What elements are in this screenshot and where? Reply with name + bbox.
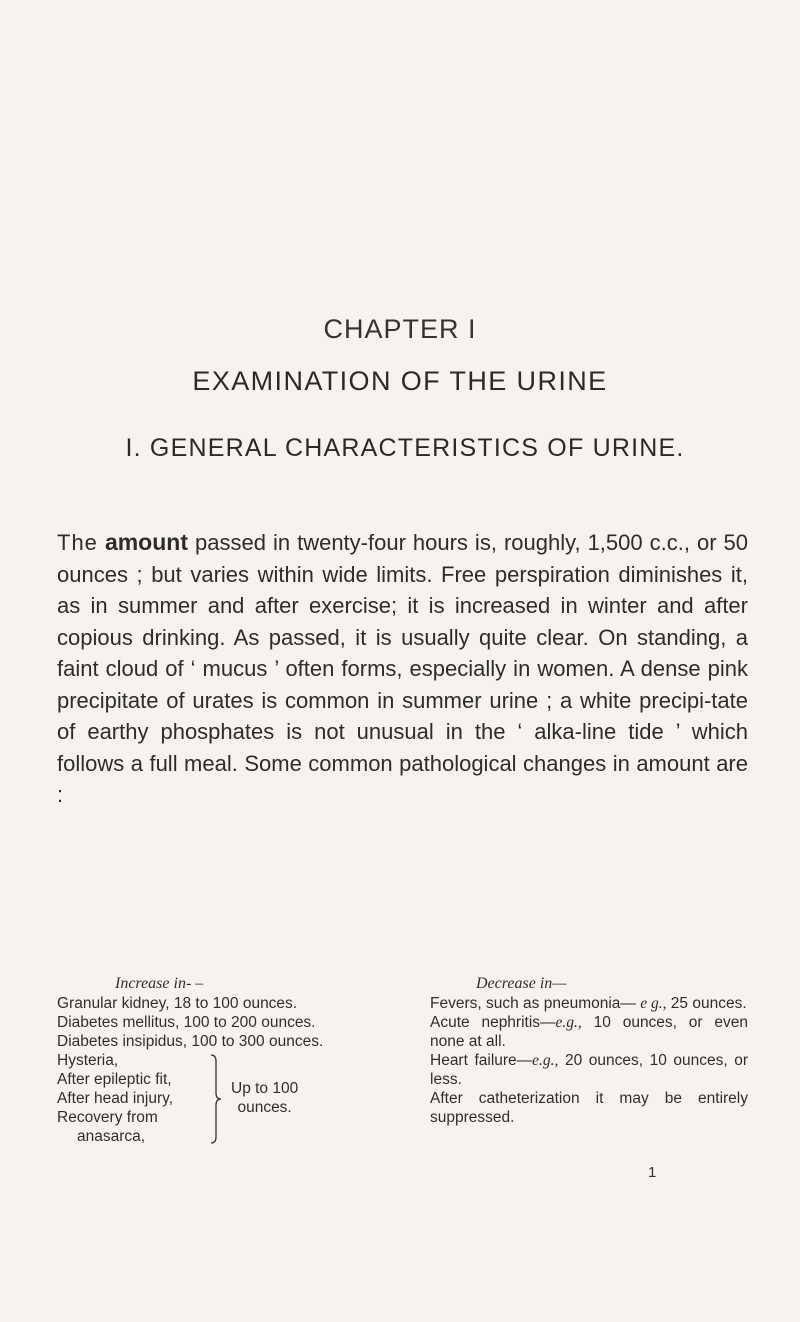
decrease-entry [430, 1051, 748, 1089]
decrease-heading: Decrease in— [476, 975, 567, 992]
decrease-entry [430, 994, 748, 1013]
decrease-column [430, 974, 748, 1127]
entry-amount: 10 ounces, or even none at all. [430, 1014, 749, 1050]
increase-group [57, 1051, 353, 1146]
group-value-line: Up to 100 [231, 1080, 299, 1097]
entry-eg: e.g., [555, 1014, 582, 1031]
group-item: Recovery from [57, 1109, 158, 1126]
entry-eg: e g., [640, 995, 667, 1012]
curly-brace [209, 1053, 223, 1145]
decrease-entry [430, 1013, 748, 1051]
group-item: After head injury, [57, 1090, 174, 1107]
increase-heading: Increase in- – [115, 975, 204, 992]
increase-entry: Granular kidney, 18 to 100 ounces. [57, 995, 298, 1012]
main-title: EXAMINATION OF THE URINE [192, 366, 608, 396]
decrease-entry: After catheterization it may be entirely suppressed. [430, 1090, 748, 1126]
body-paragraph [57, 527, 748, 811]
increase-entry: Diabetes mellitus, 100 to 200 ounces. [57, 1014, 316, 1031]
group-value [231, 1079, 298, 1117]
key-term: amount [104, 529, 188, 555]
lead-word: The [57, 530, 98, 555]
entry-amount: 25 ounces. [670, 995, 747, 1012]
entry-amount: 20 ounces, 10 ounces, or less. [430, 1052, 748, 1088]
section-title: I. GENERAL CHARACTERISTICS OF URINE. [125, 434, 685, 462]
group-value-line: ounces. [237, 1099, 292, 1116]
page-number: 1 [648, 1164, 657, 1181]
group-item: After epileptic fit, [57, 1071, 172, 1088]
group-item: Hysteria, [57, 1052, 119, 1069]
entry-text: Fevers, such as pneumonia— [430, 995, 636, 1012]
increase-entry: Diabetes insipidus, 100 to 300 ounces. [57, 1033, 324, 1050]
paragraph-text: passed in twenty-four hours is, roughly, 1,500 c.c., or 50 ounces ; but varies within wide limits. Free perspiration diminishes it, as in summer and after exercise; it is increased in winter and after copious drinking. As passed, it is usually quite clear. On standing, a faint cloud of ‘ mucus ’ often forms, especially in women. A dense pink precipitate of urates is common in summer urine ; a white precipi-tate of earthy phosphates is not unusual in the ‘ alka-line tide ’ which follows a full meal. Some common pathological changes in amount are : [57, 530, 749, 807]
chapter-heading: CHAPTER I [323, 314, 477, 344]
entry-text: Heart failure— [430, 1052, 533, 1069]
entry-text: Acute nephritis— [430, 1014, 556, 1031]
group-items [57, 1051, 209, 1146]
increase-column [57, 974, 353, 1146]
entry-eg: e.g., [532, 1052, 559, 1069]
group-item: anasarca, [77, 1128, 146, 1145]
